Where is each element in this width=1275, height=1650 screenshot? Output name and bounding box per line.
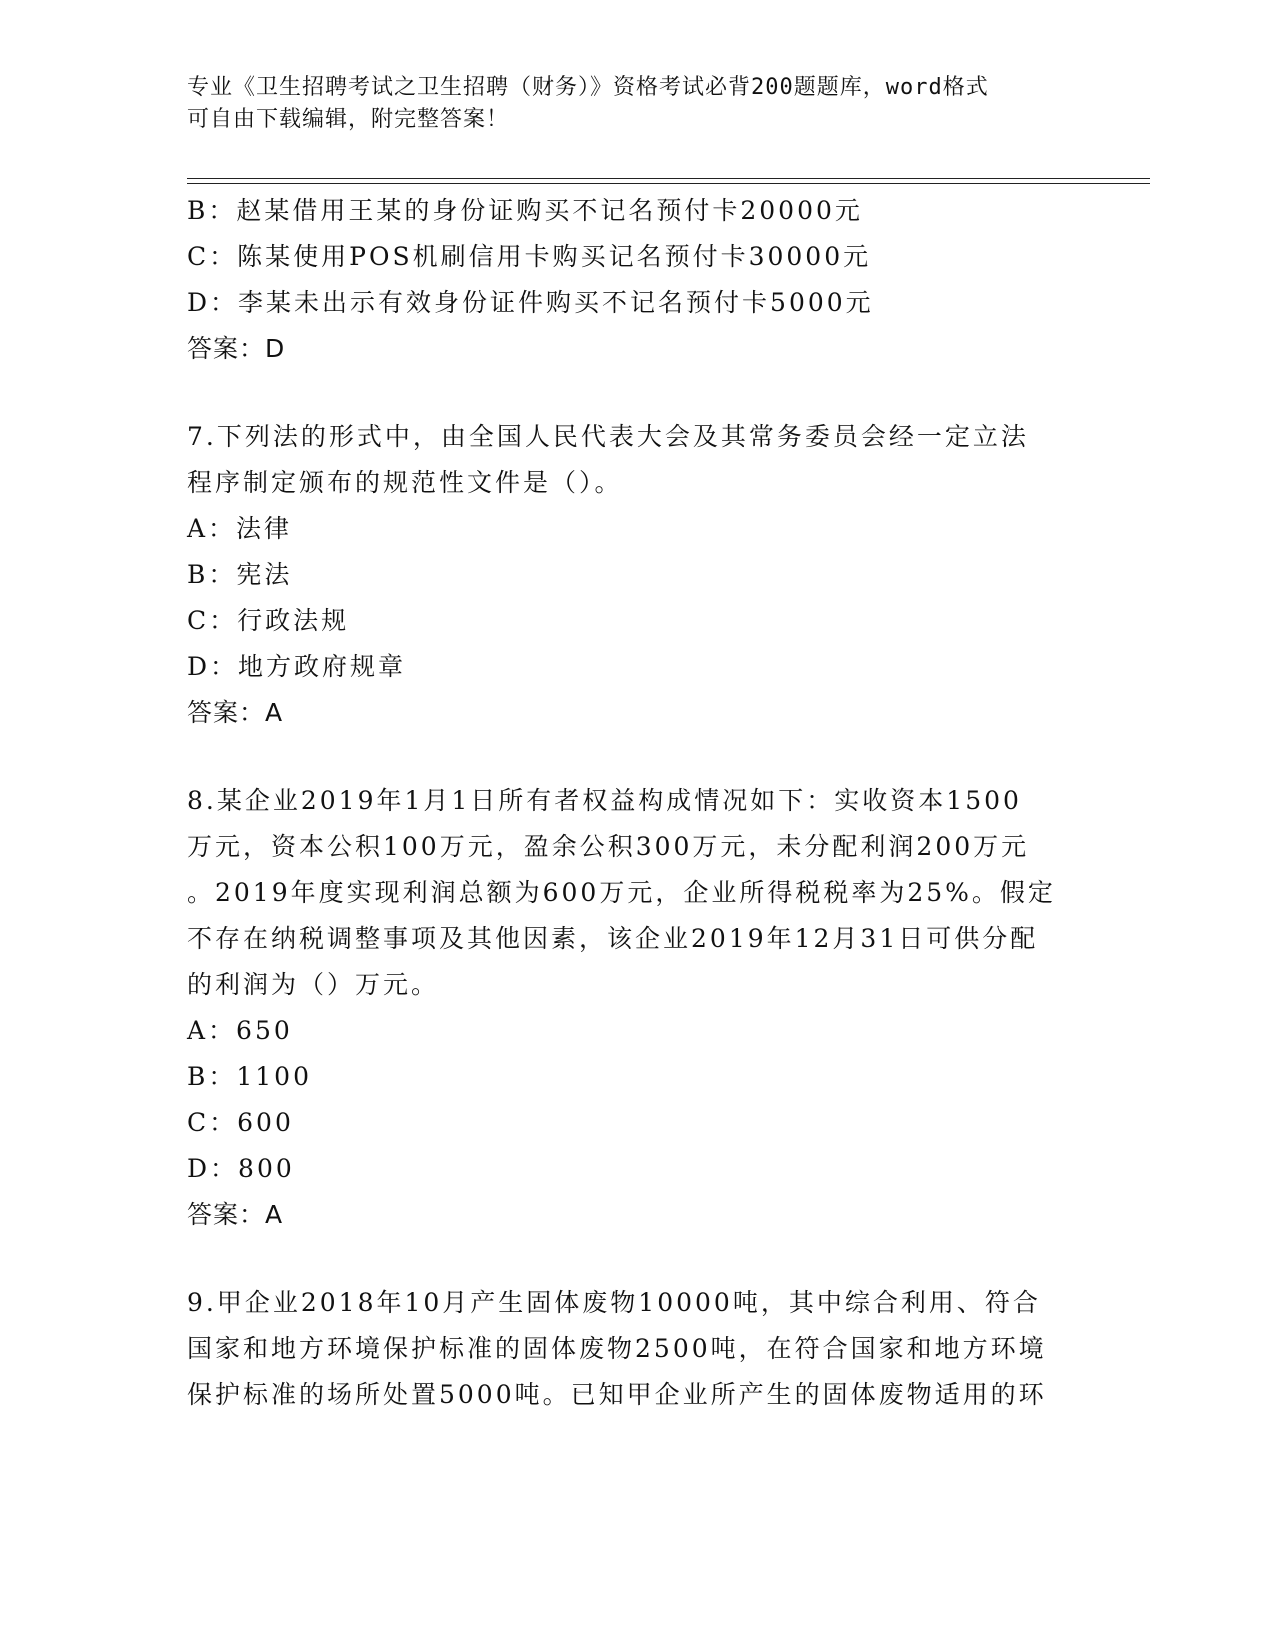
header-title-line-1: 专业《卫生招聘考试之卫生招聘（财务）》资格考试必背200题题库，word格式 [187, 75, 989, 100]
q8-stem-line-3: 。2019年度实现利润总额为600万元，企业所得税税率为25%。假定 [187, 878, 1056, 907]
q9-stem-line-1: 9.甲企业2018年10月产生固体废物10000吨，其中综合利用、符合 [187, 1288, 1041, 1317]
spacer [187, 1238, 1087, 1280]
q7-option-c: C：行政法规 [187, 606, 350, 635]
q8-option-a: A：650 [187, 1016, 293, 1045]
q6-option-b: B：赵某借用王某的身份证购买不记名预付卡20000元 [187, 196, 863, 225]
question-6 [187, 188, 1087, 372]
question-list [187, 188, 1087, 1418]
document-header [187, 72, 1087, 136]
q6-answer: 答案：D [187, 334, 286, 363]
header-title-line-2: 可自由下载编辑，附完整答案！ [187, 107, 510, 132]
spacer [187, 736, 1087, 778]
q9-stem-line-3: 保护标准的场所处置5000吨。已知甲企业所产生的固体废物适用的环 [187, 1380, 1047, 1409]
q9-stem-line-2: 国家和地方环境保护标准的固体废物2500吨，在符合国家和地方环境 [187, 1334, 1047, 1363]
q7-stem-line-1: 7.下列法的形式中，由全国人民代表大会及其常务委员会经一定立法 [187, 422, 1029, 451]
header-divider-bottom [187, 183, 1150, 184]
q8-stem-line-1: 8.某企业2019年1月1日所有者权益构成情况如下：实收资本1500 [187, 786, 1022, 815]
spacer [187, 372, 1087, 414]
header-divider-top [187, 178, 1150, 179]
question-9 [187, 1280, 1087, 1418]
question-8 [187, 778, 1087, 1238]
q8-stem-line-4: 不存在纳税调整事项及其他因素，该企业2019年12月31日可供分配 [187, 924, 1039, 953]
q6-option-c: C：陈某使用POS机刷信用卡购买记名预付卡30000元 [187, 242, 872, 271]
q7-stem-line-2: 程序制定颁布的规范性文件是（）。 [187, 468, 623, 497]
q6-option-d: D：李某未出示有效身份证件购买不记名预付卡5000元 [187, 288, 874, 317]
q7-option-a: A：法律 [187, 514, 293, 543]
q7-option-d: D：地方政府规章 [187, 652, 407, 681]
question-7 [187, 414, 1087, 736]
q8-option-c: C：600 [187, 1108, 294, 1137]
q8-option-d: D：800 [187, 1154, 295, 1183]
q7-option-b: B：宪法 [187, 560, 293, 589]
q8-stem-line-5: 的利润为（）万元。 [187, 970, 440, 999]
q7-answer: 答案：A [187, 698, 284, 727]
q8-answer: 答案：A [187, 1200, 284, 1229]
q8-stem-line-2: 万元，资本公积100万元，盈余公积300万元，未分配利润200万元 [187, 832, 1030, 861]
q8-option-b: B：1100 [187, 1062, 312, 1091]
